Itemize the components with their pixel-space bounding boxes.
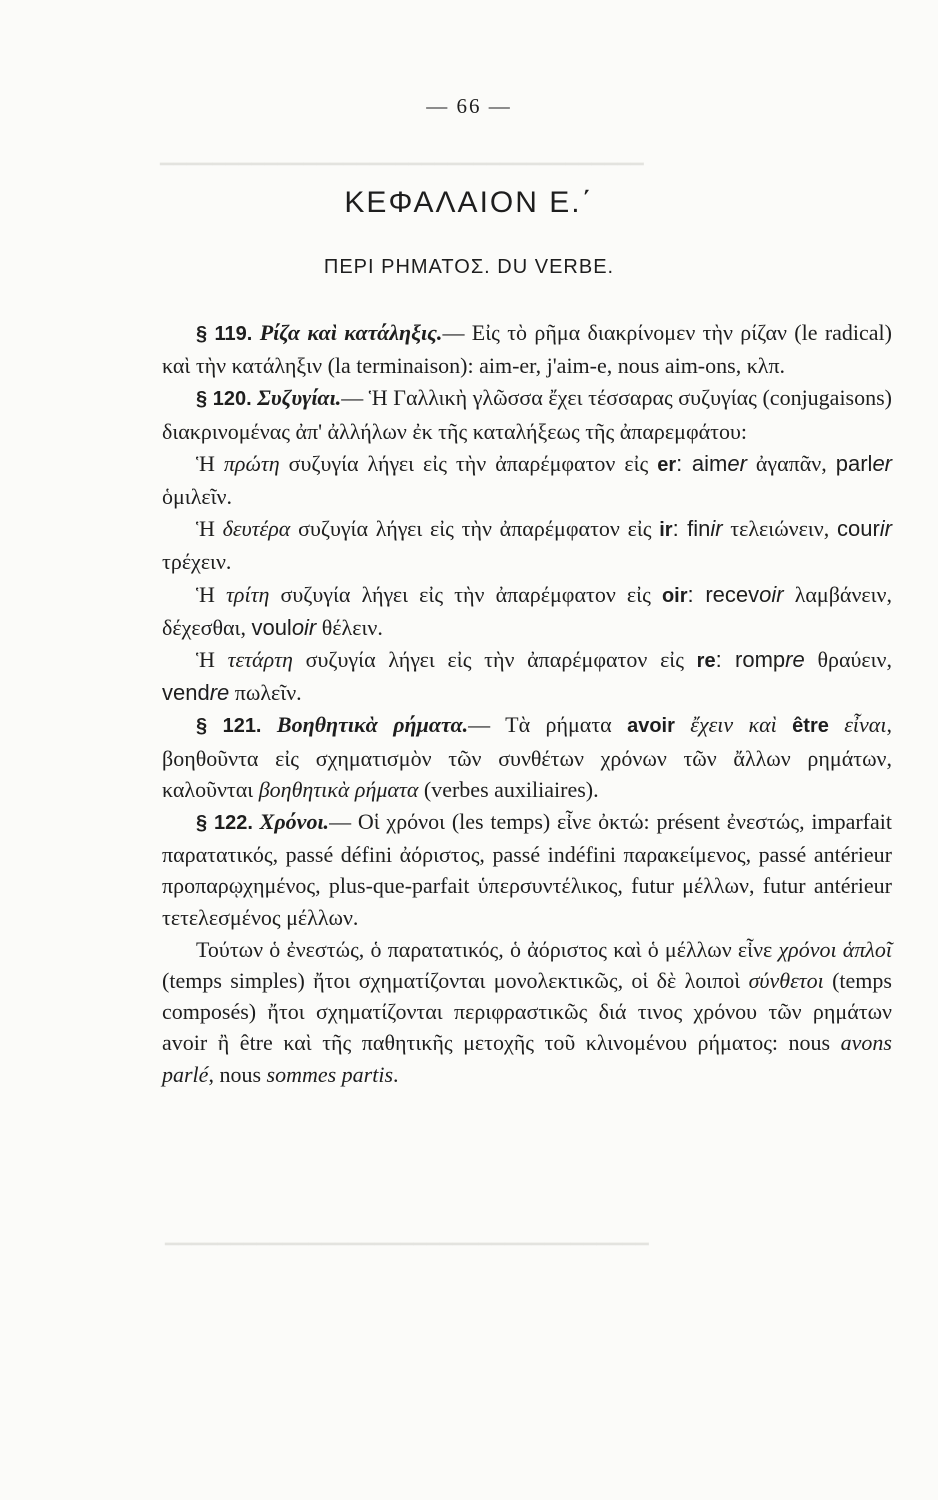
section-number: § 119. (196, 323, 253, 345)
ordinal: τετάρτη (227, 647, 293, 673)
paragraph-122 (162, 806, 892, 933)
example-ending: er (872, 450, 892, 476)
suffix: ir (659, 519, 673, 542)
example-ending: ir (879, 516, 892, 542)
example-root: voul (251, 614, 292, 640)
example-ending: oir (759, 581, 784, 607)
bleed-through-texture-lower: ▁▁▁▁▁▁▁▁▁▁▁▁▁▁▁▁▁▁▁▁▁▁▁▁▁▁▁▁▁▁▁▁▁▁▁▁▁ (165, 1226, 649, 1245)
example: sommes partis (266, 1061, 394, 1087)
paragraph-text: — Εἰς τὸ ρῆμα διακρίνομεν τὴν ρίζαν (le radical) καὶ τὴν κατάληξιν (la terminaison): aim-er, j'aim-e, nous aim-ons, κλπ. (162, 320, 892, 379)
chapter-title: ΚΕΦΑΛΑΙΟΝ Ε.΄ (344, 186, 594, 219)
text: , nous (208, 1061, 267, 1087)
example-root: : romp (715, 647, 786, 673)
section-number: § 122. (196, 812, 253, 835)
term: σύνθετοι (748, 968, 824, 994)
page-number: — 66 — (426, 94, 512, 118)
conjugation-fourth (162, 644, 892, 708)
example-translation: θραύειν, (804, 647, 892, 673)
body-text (162, 317, 892, 1090)
suffix: re (696, 650, 716, 673)
text: Τούτων ὁ ἐνεστώς, ὁ παρατατικός, ὁ ἀόριστος καὶ ὁ μέλλων εἶνε (196, 936, 779, 962)
example-root: : aim (676, 450, 728, 476)
conjugation-second (162, 513, 892, 577)
translation: ἔχειν (674, 712, 734, 738)
text: Ἡ (196, 581, 227, 607)
text: — Τὰ ρήματα (468, 712, 628, 738)
text: Ἡ (196, 516, 223, 542)
verb-avoir: avoir (627, 715, 675, 738)
text: Ἡ (196, 647, 228, 673)
conjugation-third (162, 579, 892, 643)
section-number: § 121. (196, 715, 262, 738)
example-root: cour (836, 516, 880, 542)
text: (temps composés) ἤτοι σχηματίζονται περιφραστικῶς διά τινος χρόνου τῶν ρημάτων avoir ἢ être καὶ τῆς παθητικῆς μετοχῆς τοῦ κλινομένου ρήματος: nous (162, 968, 892, 1056)
example-translation: ἀγαπᾶν, (746, 450, 836, 476)
paragraph-tenses (162, 934, 892, 1090)
section-heading: Βοηθητικὰ ρήματα. (276, 712, 469, 738)
term: χρόνοι ἁπλοῖ (778, 936, 893, 962)
bleed-through-texture: ▁▁▁▁▁▁▁▁▁▁▁▁▁▁▁▁▁▁▁▁▁▁▁▁▁▁▁▁▁▁▁▁▁▁▁▁▁ (160, 146, 644, 165)
paragraph-119 (162, 317, 892, 381)
example-translation: τελειώνειν, (722, 516, 837, 542)
text: . (393, 1061, 399, 1087)
example-translation: λαμβάνειν, δέχεσθαι, (162, 581, 893, 640)
paragraph-120 (162, 382, 892, 446)
example: avons parlé (162, 1030, 892, 1087)
ordinal: πρώτη (223, 450, 280, 476)
example-root: : fin (672, 516, 711, 542)
paragraph-text: — Οἱ χρόνοι (les temps) εἶνε ὀκτώ: présent ἐνεστώς, imparfait παρατατικός, passé défini ἀόριστος, passé indéfini παρακείμενος, passé antérieur προπαρῳχημένος, plus-que-parfait ὑπερσυντέλικος, futur μέλλων, futur antérieur τετελεσμένος μέλλων. (162, 809, 892, 930)
paragraph-121 (162, 709, 892, 805)
text: συζυγία λήγει εἰς τὴν ἀπαρέμφατον εἰς (269, 581, 662, 607)
example-ending: ir (710, 516, 723, 542)
example-translation: θέλειν. (316, 614, 383, 640)
translation: εἶναι (828, 712, 887, 738)
section-heading: Χρόνοι. (259, 809, 330, 835)
text: συζυγία λήγει εἰς τὴν ἀπαρέμφατον εἰς (279, 450, 658, 476)
example-ending: oir (291, 614, 317, 640)
example-translation: τρέχειν. (162, 549, 232, 575)
suffix: oir (661, 584, 688, 607)
text: (verbes auxiliaires). (418, 776, 599, 802)
example-translation: ὁμιλεῖν. (162, 484, 232, 510)
text: , βοηθοῦντα εἰς σχηματισμὸν τῶν συνθέτων χρόνων τῶν ἄλλων ρημάτων, καλοῦνται (162, 712, 892, 802)
example-root: : recev (687, 581, 760, 607)
text: συζυγία λήγει εἰς τὴν ἀπαρέμφατον εἰς (292, 647, 697, 673)
text: Ἡ (196, 450, 224, 476)
paragraph-text: — Ἡ Γαλλικὴ γλῶσσα ἔχει τέσσαρας συζυγίας (conjugaisons) διακρινομένας ἀπ' ἀλλήλων ἐκ τῆς καταλήξεως τῆς ἀπαρεμφάτου: (162, 385, 893, 444)
example-translation: πωλεῖν. (229, 680, 302, 706)
example-root: vend (162, 680, 210, 706)
term: βοηθητικὰ ρήματα (258, 776, 419, 802)
ordinal: δευτέρα (222, 516, 291, 542)
text: καὶ (733, 712, 793, 738)
section-heading: Συζυγίαι. (257, 385, 342, 411)
text: συζυγία λήγει εἰς τὴν ἀπαρέμφατον εἰς (290, 516, 660, 542)
verb-etre: être (792, 715, 829, 738)
section-heading: Ρίζα καὶ κατάληξις. (259, 320, 443, 345)
text: (temps simples) ἤτοι σχηματίζονται μονολεκτικῶς, οἱ δὲ λοιποὶ (162, 968, 749, 994)
example-ending: re (209, 680, 230, 706)
example-ending: er (727, 450, 747, 476)
section-title: ΠΕΡΙ ΡΗΜΑΤΟΣ. DU VERBE. (323, 256, 615, 278)
example-root: parl (835, 450, 873, 476)
section-number: § 120. (196, 388, 252, 411)
conjugation-first (162, 448, 892, 512)
suffix: er (657, 453, 677, 476)
ordinal: τρίτη (226, 581, 270, 607)
example-ending: re (785, 647, 805, 673)
